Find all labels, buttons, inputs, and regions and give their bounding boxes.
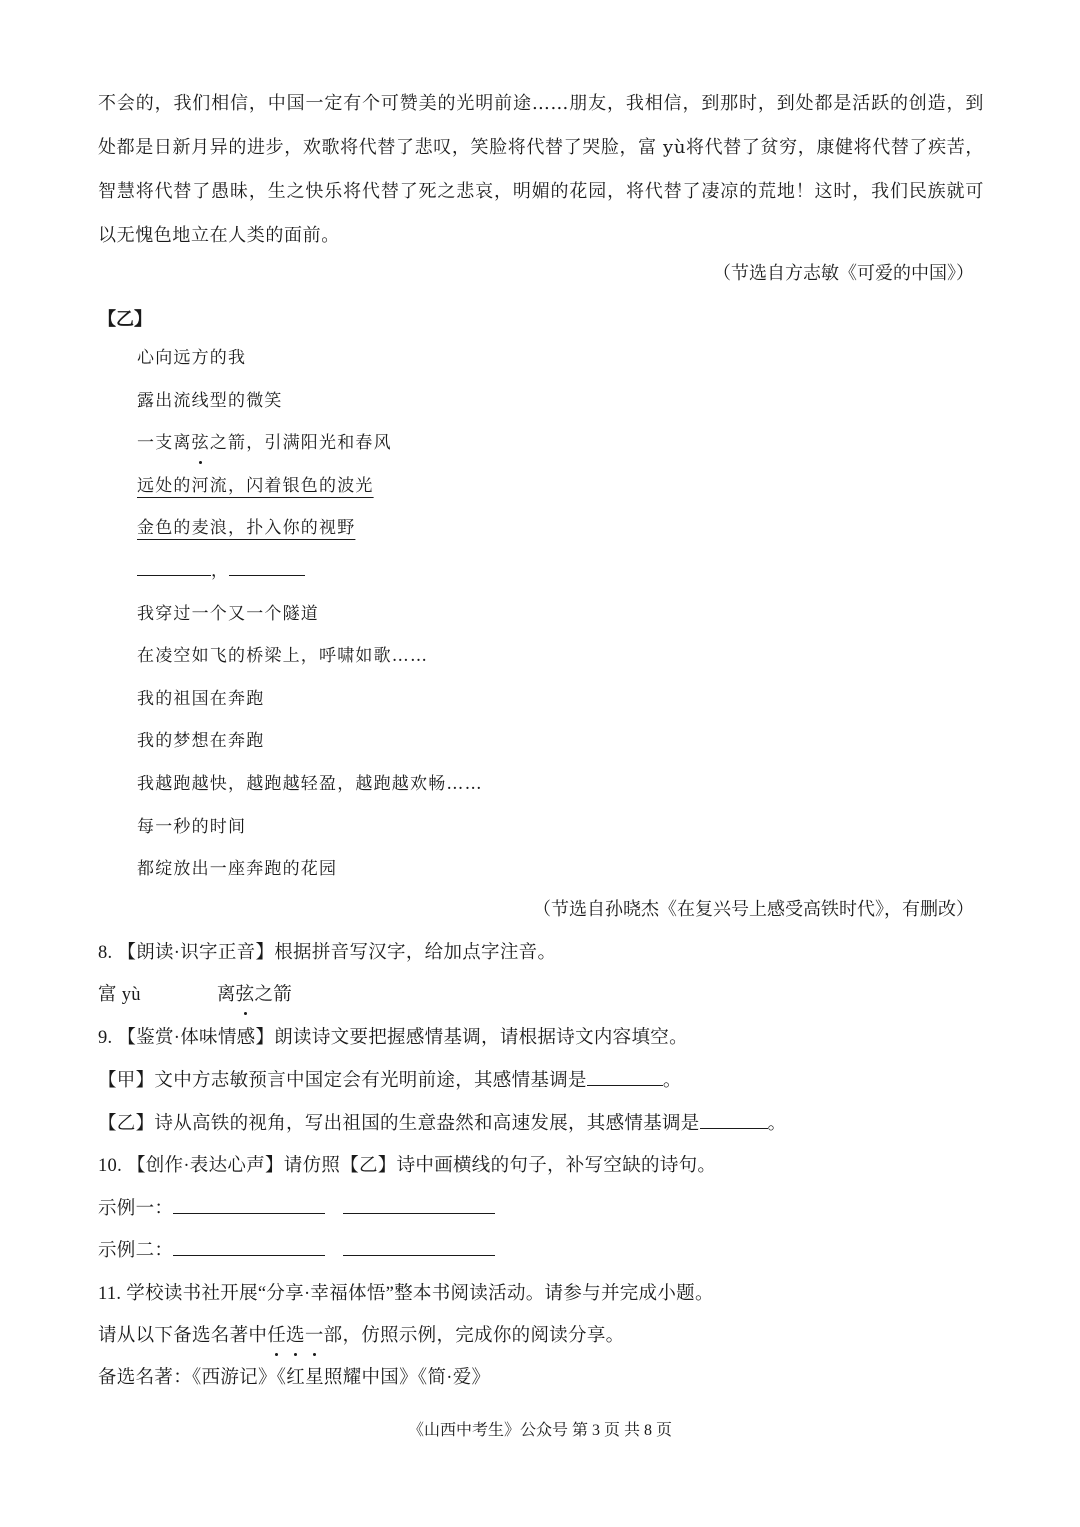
poem-line-underlined bbox=[137, 471, 483, 514]
dotted-character: 一 bbox=[305, 1322, 324, 1350]
answer-blank[interactable] bbox=[173, 1195, 325, 1214]
answer-blank[interactable] bbox=[587, 1067, 663, 1086]
answer-blank[interactable] bbox=[343, 1195, 495, 1214]
poem-line: 每一秒的时间 bbox=[137, 816, 247, 837]
poem-yi bbox=[137, 343, 483, 897]
answer-blank[interactable] bbox=[700, 1110, 768, 1129]
dotted-character: 选 bbox=[286, 1322, 305, 1350]
q9-jia-end: 。 bbox=[662, 1071, 682, 1091]
poem-line: 我的梦想在奔跑 bbox=[137, 731, 265, 752]
q9-yi-text: 【乙】诗从高铁的视角，写出祖国的生意盎然和高速发展，其感情基调是 bbox=[98, 1114, 700, 1134]
answer-blank[interactable] bbox=[173, 1237, 325, 1256]
passage-jia-source: （节选自方志敏《可爱的中国》） bbox=[713, 263, 974, 284]
poem-line: 露出流线型的微笑 bbox=[137, 390, 283, 411]
question-10-example-2 bbox=[98, 1237, 495, 1265]
answer-blank[interactable] bbox=[229, 557, 305, 576]
question-11-books: 备选名著：《西游记》《红星照耀中国》《简·爱》 bbox=[98, 1368, 491, 1388]
q8-text: 之箭 bbox=[254, 985, 293, 1005]
passage-jia-paragraph: 不会的，我们相信，中国一定有个可赞美的光明前途……朋友，我相信，到那时，到处都是活跃的创造，到处都是日新月异的进步，欢歌将代替了悲叹，笑脸将代替了哭脸，富 yù将代替了贫穷，康健将代替了疾苦，智慧将代替了愚昧，生之快乐将代替了死之悲哀，明媚的花园，将代替了凄凉的荒地！这时，我们民族就可以无愧色地立在人类的面前。 bbox=[98, 93, 984, 246]
dotted-character: 任 bbox=[267, 1322, 286, 1350]
dotted-character: 弦 bbox=[236, 981, 255, 1009]
underlined-sentence: 金色的麦浪，扑入你的视野 bbox=[137, 518, 356, 539]
q9-jia-text: 【甲】文中方志敏预言中国定会有光明前途，其感情基调是 bbox=[98, 1071, 587, 1091]
q8-text: 离 bbox=[216, 985, 236, 1005]
answer-blank[interactable] bbox=[343, 1237, 495, 1256]
blank-separator: ， bbox=[211, 560, 230, 581]
page-footer: 《山西中考生》公众号 第 3 页 共 8 页 bbox=[407, 1422, 672, 1439]
q9-yi-end: 。 bbox=[767, 1114, 787, 1134]
q11-text: 部，仿照示例，完成你的阅读分享。 bbox=[323, 1326, 625, 1346]
poem-line: 心向远方的我 bbox=[137, 348, 247, 368]
underlined-sentence: 远处的河流，闪着银色的波光 bbox=[137, 475, 374, 496]
question-9-yi bbox=[98, 1110, 786, 1138]
question-10-title: 10. 【创作·表达心声】请仿照【乙】诗中画横线的句子，补写空缺的诗句。 bbox=[98, 1156, 717, 1176]
poem-text: 之箭，引满阳光和春风 bbox=[209, 433, 392, 454]
question-11-instruction bbox=[98, 1322, 624, 1350]
poem-line: 我穿过一个又一个隧道 bbox=[137, 603, 319, 624]
poem-line: 我的祖国在奔跑 bbox=[137, 688, 265, 709]
poem-line bbox=[137, 428, 483, 471]
question-8-title: 8. 【朗读·识字正音】根据拼音写汉字，给加点字注音。 bbox=[98, 943, 557, 963]
poem-blank-line bbox=[137, 556, 483, 599]
question-8-item-1: 富 yù bbox=[98, 985, 141, 1005]
example-1-label: 示例一： bbox=[98, 1199, 174, 1219]
example-2-label: 示例二： bbox=[98, 1241, 174, 1261]
question-8-items bbox=[98, 981, 292, 1009]
question-11-title: 11. 学校读书社开展“分享·幸福体悟”整本书阅读活动。请参与并完成小题。 bbox=[98, 1284, 714, 1304]
poem-line: 在凌空如飞的桥梁上，呼啸如歌…… bbox=[137, 646, 429, 667]
poem-line-underlined bbox=[137, 513, 483, 556]
dotted-character: 弦 bbox=[192, 428, 210, 458]
passage-yi-label: 【乙】 bbox=[98, 309, 152, 330]
answer-blank[interactable] bbox=[137, 557, 211, 576]
question-9-jia bbox=[98, 1067, 682, 1095]
question-10-example-1 bbox=[98, 1195, 495, 1223]
poem-text: 一支离 bbox=[137, 433, 192, 454]
passage-yi-source: （节选自孙晓杰《在复兴号上感受高铁时代》，有删改） bbox=[533, 899, 974, 920]
question-9-title: 9. 【鉴赏·体味情感】朗读诗文要把握感情基调，请根据诗文内容填空。 bbox=[98, 1028, 688, 1048]
q11-text: 请从以下备选名著中 bbox=[98, 1326, 268, 1346]
poem-line: 我越跑越快，越跑越轻盈，越跑越欢畅…… bbox=[137, 773, 483, 794]
poem-line: 都绽放出一座奔跑的花园 bbox=[137, 859, 338, 880]
